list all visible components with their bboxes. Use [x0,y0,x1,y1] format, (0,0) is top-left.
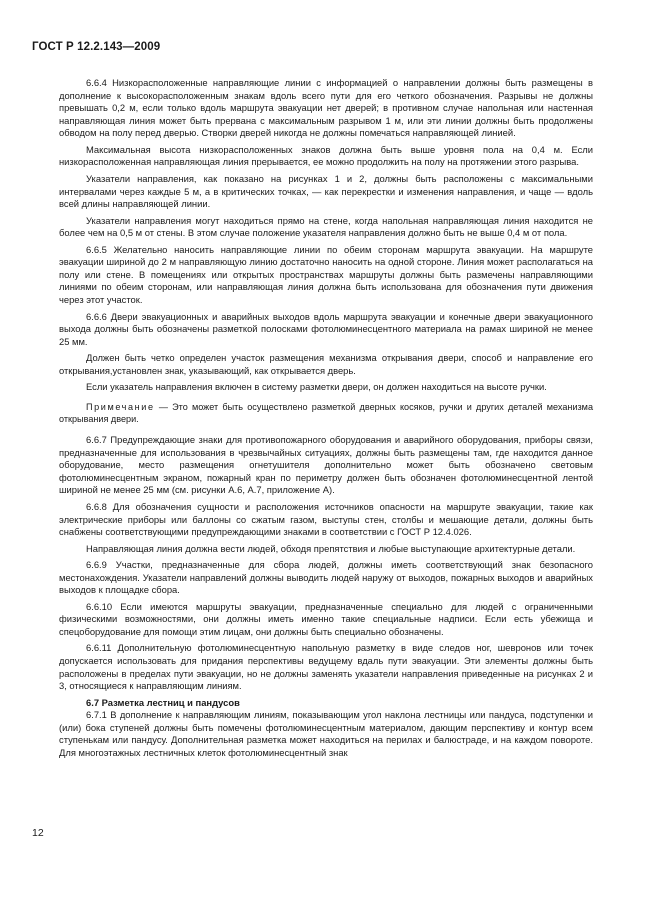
paragraph-6-6-11: 6.6.11 Дополнительную фотолюминесцентную напольную разметку в виде следов ног, шевронов или точек допускается использовать для придания перспективы ведущему вдаль пути эвакуации. Эти элементы должны быть расположены в пределах пути эвакуации, но не должны заменять указатели направления приведенные на рисунках 2 и 3, относящиеся к направляющим линиям. [59,642,593,692]
paragraph-6-6-4: 6.6.4 Низкорасположенные направляющие линии с информацией о направлении должны быть размещены в дополнение к высокорасположенным знакам вдоль всего пути для его четкого обозначения. Разрывы не должны превышать 0,2 м, если только вдоль маршрута эвакуации нет дверей; в противном случае напольная или настенная направляющая линия может быть прервана с максимальным разрывом 1 м, или эти линии должны быть продолжены обводом на полу перед дверью. Створки дверей никогда не должны помечаться направляющей линией. [59,77,593,139]
paragraph-direction-indicators: Указатели направления, как показано на рисунках 1 и 2, должны быть расположены с максимальными интервалами через каждые 5 м, а в критических точках, — как перекрестки и изменения направления, и чаще — вдоль всей длины направляющей линии. [59,172,593,210]
paragraph-guide-line: Направляющая линия должна вести людей, обходя препятствия и любые выступающие архитектурные детали. [86,542,576,554]
paragraph-6-6-5: 6.6.5 Желательно наносить направляющие линии по обеим сторонам маршрута эвакуации. На маршруте эвакуации шириной до 2 м направляющую линию достаточно наносить на одной стороне. Линия может располагаться на полу или стене. В помещениях или открытых пространствах маршруты должны быть размечены направляющими линиями по обеим сторонам, или направляющая линия должна быть использована для обозначения пути движения через этот участок. [59,243,593,306]
standard-header: ГОСТ Р 12.2.143—2009 [32,41,161,53]
paragraph-6-6-9: 6.6.9 Участки, предназначенные для сбора людей, должны иметь соответствующий знак безопасного местонахождения. Указатели направлений должны выводить людей наружу от выходов, пожарных выходов и аварийных выходов к площадке сбора. [59,559,593,596]
page-number: 12 [32,827,44,839]
section-heading-6-7: 6.7 Разметка лестниц и пандусов [86,696,240,708]
paragraph-6-6-8: 6.6.8 Для обозначения сущности и расположения источников опасности на маршруте эвакуации, такие как электрические приборы или баллоны со сжатым газом, выступы стен, столбы и мешающие детали, должны быть снабжены соответствующими предупреждающими знаками в соответствии с ГОСТ Р 12.4.026. [59,500,593,538]
page-body [59,77,593,764]
paragraph-low-sign-height: Максимальная высота низкорасположенных знаков должна быть выше уровня пола на 0,4 м. Если низкорасположенная направляющая линия прерывается, ее можно продолжить на полу на протяжении этого разрыва. [59,143,593,168]
paragraph-door-opening: Должен быть четко определен участок размещения механизма открывания двери, способ и направление его открывания,установлен знак, указывающий, как открывается дверь. [59,352,593,376]
note-label: Примечание [86,401,155,412]
paragraph-6-6-10: 6.6.10 Если имеются маршруты эвакуации, предназначенные специально для людей с ограниченными физическими возможностями, они должны иметь именно такие специальные надписи. Если есть убежища и спецоборудование для помощи этим лицам, они должны быть специально обозначены. [59,600,593,637]
note [59,401,593,426]
paragraph-indicators-on-wall: Указатели направления могут находиться прямо на стене, когда напольная направляющая линия находится не более чем на 0,5 м от стены. В этом случае положение указателя направления должно быть не выше 0,4 м от пола. [59,214,593,239]
paragraph-6-6-6: 6.6.6 Двери эвакуационных и аварийных выходов вдоль маршрута эвакуации и конечные двери эвакуационного выхода должны быть обозначены разметкой полосками фотолюминесцентного материала на рамах шириной не менее 25 мм. [59,310,593,347]
paragraph-6-6-7: 6.6.7 Предупреждающие знаки для противопожарного оборудования и аварийного оборудования, приборы связи, предназначенные для использования в чрезвычайных ситуациях, должны быть размещены там, где находится данное оборудование, место размещения огнетушителя дополнительно может быть обозначено световым фотолюминесцентным экраном, пожарный кран по периметру должен быть обозначен фотолюминесцентной лентой шириной не менее 25 мм (см. рисунки А.6, А.7, приложение А). [59,434,593,496]
note-text: — Это может быть осуществлено разметкой дверных косяков, ручки и других деталей механизма открывания двери. [59,401,593,425]
paragraph-handle-height: Если указатель направления включен в систему разметки двери, он должен находиться на высоте ручки. [86,381,547,393]
paragraph-6-7-1: 6.7.1 В дополнение к направляющим линиям, показывающим угол наклона лестницы или пандуса, подступенки и (или) бока ступеней должны быть помечены фотолюминесцентным материалом, дающим перспективу и контур всем ступенькам или пандусу. Дополнительная разметка может находиться на перилах и балюстраде, и на каждом повороте. Для многоэтажных лестничных клеток фотолюминесцентный знак [59,709,593,759]
